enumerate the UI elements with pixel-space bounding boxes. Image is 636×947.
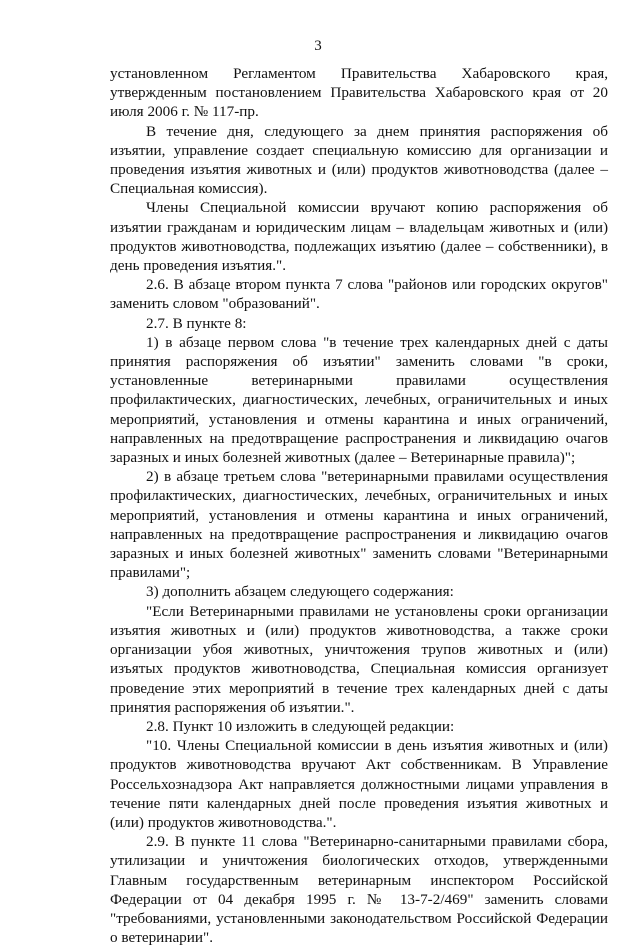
- paragraph: 1) в абзаце первом слова "в течение трех календарных дней с даты принятия распоряжения об изъятии" заменить словами "в сроки, установленные ветеринарными правилами осуществления профилактических, диагностических, лечебных, ограничительных и иных мероприятий, установления и отмены карантина и иных ограничений, направленных на предотвращение распространения и ликвидацию очагов заразных и иных болезней животных (далее – Ветеринарные правила)";: [110, 333, 608, 467]
- paragraph: 2.7. В пункте 8:: [146, 314, 247, 332]
- paragraph: "Если Ветеринарными правилами не установлены сроки организации изъятия животных и (или) продуктов животноводства, а также сроки организации убоя животных, уничтожения трупов животных и (или) изъятых продуктов животноводства, Специальная комиссия организует проведение этих мероприятий в течение трех календарных дней с даты принятия распоряжения об изъятии.".: [110, 602, 608, 716]
- paragraph: 3) дополнить абзацем следующего содержания:: [146, 583, 454, 601]
- paragraph: В течение дня, следующего за днем принятия распоряжения об изъятии, управление создает специальную комиссию для организации и проведения изъятия животных и (или) продуктов животноводства (далее – Специальная комиссия).: [110, 122, 608, 198]
- document-body: [110, 64, 608, 947]
- paragraph: 2.6. В абзаце втором пункта 7 слова "районов или городских округов" заменить словом "образований".: [110, 276, 608, 313]
- paragraph: 2.8. Пункт 10 изложить в следующей редакции:: [146, 717, 455, 735]
- paragraph: 2) в абзаце третьем слова "ветеринарными правилами осуществления профилактических, диагностических, лечебных, ограничительных и иных мероприятий, установления и отмены карантина и иных ограничений, направленных на предотвращение распространения и ликвидацию очагов заразных и иных болезней животных" заменить словами "Ветеринарными правилами";: [110, 468, 608, 582]
- paragraph: установленном Регламентом Правительства Хабаровского края, утвержденным постановлением Правительства Хабаровского края от 20 июля 2006 г. № 117-пр.: [110, 65, 608, 121]
- paragraph: 2.9. В пункте 11 слова "Ветеринарно-санитарными правилами сбора, утилизации и уничтожения биологических отходов, утвержденными Главным государственным ветеринарным инспектором Российской Федерации от 04 декабря 1995 г. № 13-7-2/469" заменить словами "требованиями, установленными законодательством Российской Федерации о ветеринарии".: [110, 833, 608, 947]
- page-number: 3: [314, 38, 322, 54]
- paragraph: "10. Члены Специальной комиссии в день изъятия животных и (или) продуктов животноводства вручают Акт собственникам. В Управление Россельхознадзора Акт направляется должностными лицами управления в течение пяти календарных дней после проведения изъятия животных и (или) продуктов животноводства.".: [110, 737, 608, 831]
- paragraph: Члены Специальной комиссии вручают копию распоряжения об изъятии гражданам и юридическим лицам – владельцам животных и (или) продуктов животноводства, подлежащих изъятию (далее – собственники), в день проведения изъятия.".: [110, 199, 608, 275]
